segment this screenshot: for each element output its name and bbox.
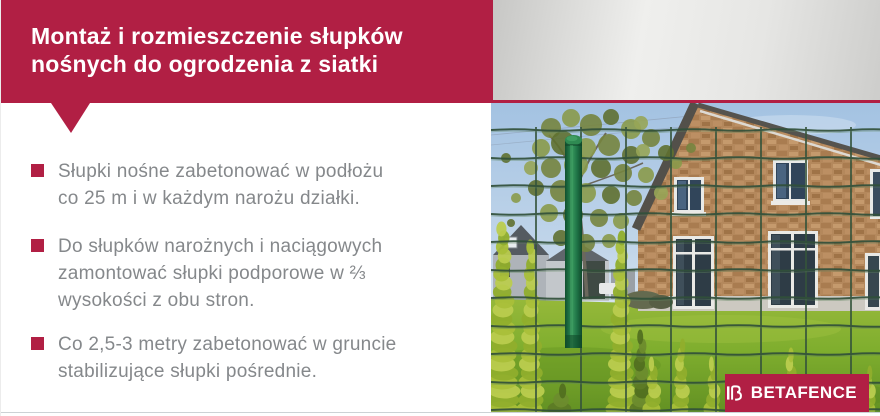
list-item [31, 331, 471, 385]
bullet-line: co 25 m i w każdym narożu działki. [58, 188, 361, 209]
bullet-text [58, 233, 382, 314]
brand-name: BETAFENCE [750, 383, 857, 402]
top-right-band [493, 0, 880, 103]
page-title-line2: nośnych do ogrodzenia z siatki [31, 51, 379, 77]
left-panel [1, 0, 493, 416]
bullet-square-icon [31, 164, 44, 177]
lawn-highlight [601, 315, 841, 343]
upper-window [672, 177, 706, 216]
bullet-square-icon [31, 239, 44, 252]
list-item [31, 158, 471, 212]
bullet-square-icon [31, 337, 44, 350]
banner-pointer [51, 103, 90, 133]
bullet-line: stabilizujące słupki pośrednie. [58, 361, 318, 382]
fence-post [565, 135, 582, 348]
edge-window [865, 253, 880, 310]
bullet-line: Do słupków narożnych i naciągowych [58, 236, 383, 257]
bullet-text [58, 158, 383, 212]
bullet-list [31, 158, 471, 385]
bottom-border [1, 412, 880, 416]
title-banner [1, 0, 493, 103]
upper-window [771, 160, 810, 205]
fence-photo [491, 103, 880, 412]
bullet-text [58, 331, 397, 385]
betafence-mark-icon [727, 385, 744, 401]
fence-photo-illustration [491, 103, 880, 412]
page-title [31, 22, 465, 78]
list-item [31, 233, 471, 314]
edge-window [870, 169, 880, 219]
bullet-line: Słupki nośne zabetonować w podłożu [58, 161, 384, 182]
bullet-line: wysokości z obu stron. [58, 290, 255, 311]
betafence-logo [725, 374, 869, 412]
page-title-line1: Montaż i rozmieszczenie słupków [31, 23, 403, 49]
bullet-line: Co 2,5-3 metry zabetonować w gruncie [58, 334, 397, 355]
bullet-line: zamontować słupki podporowe w ⅔ [58, 263, 366, 284]
